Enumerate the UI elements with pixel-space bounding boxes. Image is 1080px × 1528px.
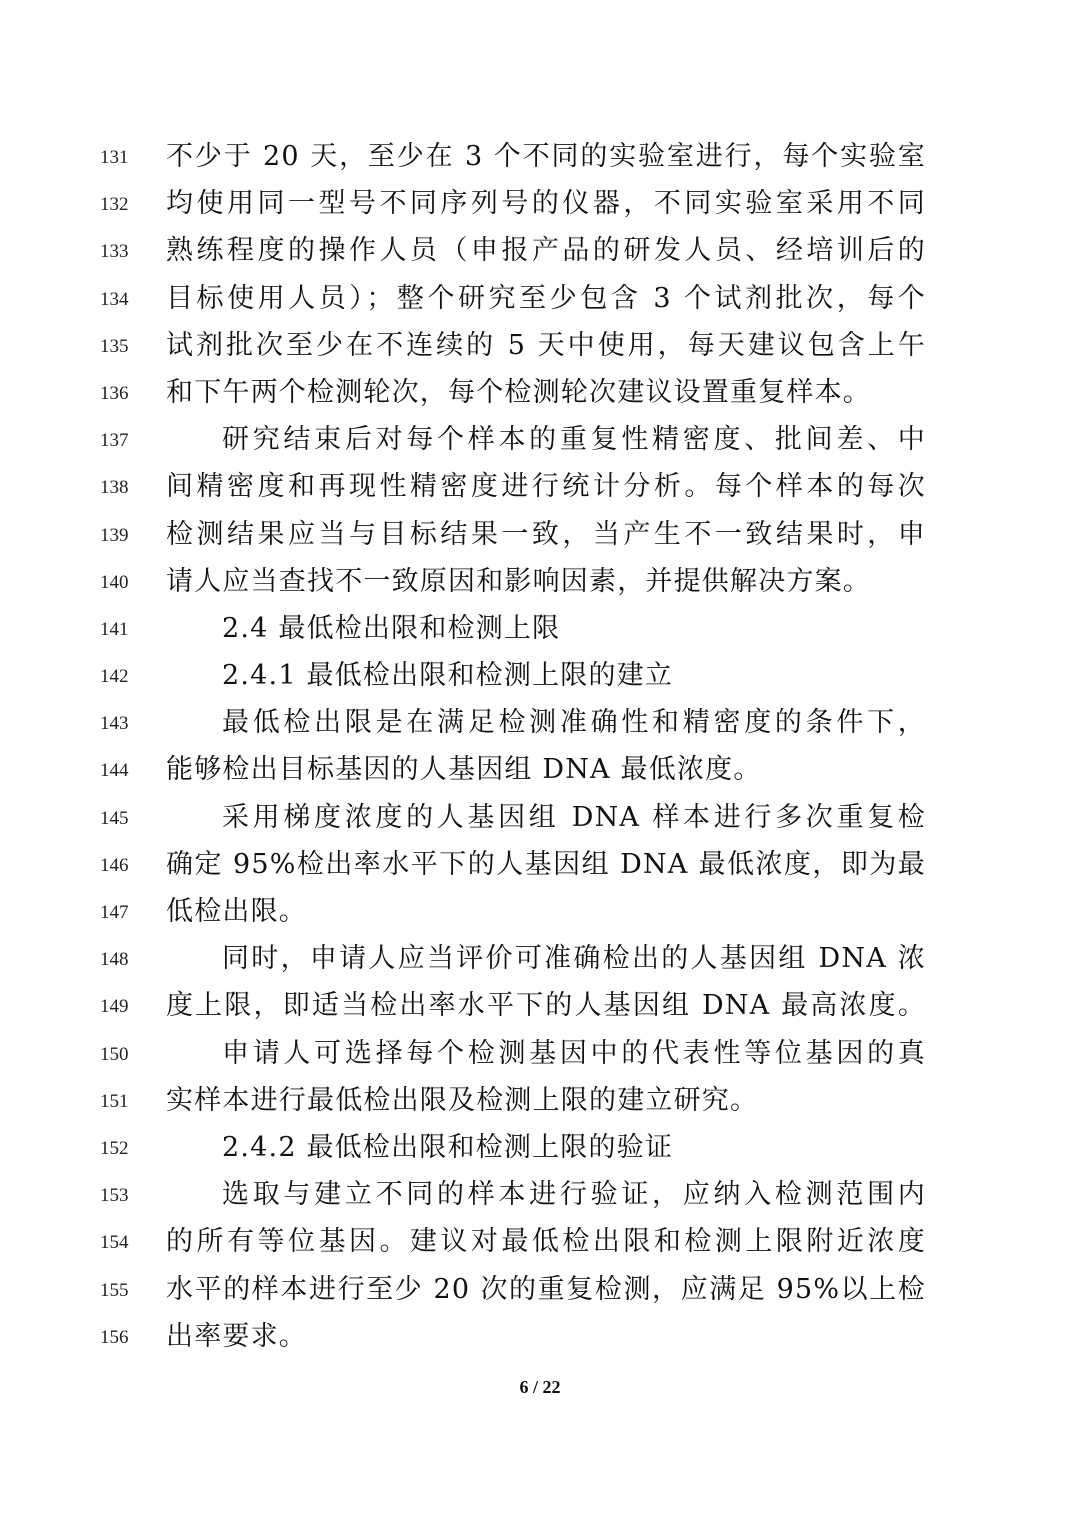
document-line — [0, 1313, 1080, 1360]
document-line — [0, 322, 1080, 369]
line-number: 132 — [100, 194, 129, 216]
line-text: 采用梯度浓度的人基因组 DNA 样本进行多次重复检 — [222, 801, 926, 833]
line-text: 申请人可选择每个检测基因中的代表性等位基因的真 — [222, 1037, 926, 1069]
line-number: 131 — [100, 147, 129, 168]
line-number: 148 — [100, 949, 129, 971]
document-line — [0, 605, 1080, 652]
line-text: 实样本进行最低检出限及检测上限的建立研究。 — [166, 1084, 759, 1116]
document-line — [0, 699, 1080, 746]
line-text: 2.4.1 最低检出限和检测上限的建立 — [222, 660, 674, 692]
document-line — [0, 1030, 1080, 1077]
line-text: 均使用同一型号不同序列号的仪器，不同实验室采用不同 — [166, 188, 926, 220]
document-line — [0, 558, 1080, 605]
document-line — [0, 180, 1080, 227]
line-number: 145 — [100, 807, 129, 829]
line-text: 水平的样本进行至少 20 次的重复检测，应满足 95%以上检 — [166, 1273, 926, 1305]
line-number: 149 — [100, 996, 129, 1018]
line-number: 153 — [100, 1185, 129, 1207]
line-text: 熟练程度的操作人员（申报产品的研发人员、经培训后的 — [166, 235, 926, 267]
line-text: 确定 95%检出率水平下的人基因组 DNA 最低浓度，即为最 — [166, 848, 926, 880]
document-line — [0, 416, 1080, 463]
document-line — [0, 794, 1080, 841]
line-text: 研究结束后对每个样本的重复性精密度、批间差、中 — [222, 424, 926, 456]
line-text: 和下午两个检测轮次，每个检测轮次建议设置重复样本。 — [166, 376, 871, 408]
line-text: 度上限，即适当检出率水平下的人基因组 DNA 最高浓度。 — [166, 990, 926, 1022]
document-line — [0, 841, 1080, 888]
line-number: 147 — [100, 902, 129, 923]
line-text: 2.4.2 最低检出限和检测上限的验证 — [222, 1131, 674, 1163]
line-number: 141 — [100, 618, 129, 640]
document-line — [0, 511, 1080, 558]
document-line — [0, 1266, 1080, 1313]
line-text: 目标使用人员）；整个研究至少包含 3 个试剂批次，每个 — [166, 282, 926, 314]
document-line — [0, 463, 1080, 510]
line-text: 试剂批次至少在不连续的 5 天中使用，每天建议包含上午 — [166, 329, 926, 361]
line-number: 133 — [100, 241, 129, 263]
page-number: 6 / 22 — [519, 1377, 561, 1397]
line-number: 151 — [100, 1090, 129, 1112]
line-number: 143 — [100, 713, 129, 735]
line-number: 134 — [100, 288, 129, 310]
line-text: 间精密度和再现性精密度进行统计分析。每个样本的每次 — [166, 471, 926, 503]
line-number: 136 — [100, 382, 129, 404]
line-text: 出率要求。 — [166, 1320, 307, 1352]
document-line — [0, 652, 1080, 699]
document-line — [0, 227, 1080, 274]
line-number: 150 — [100, 1043, 129, 1065]
line-number: 156 — [100, 1326, 129, 1348]
line-text: 选取与建立不同的样本进行验证，应纳入检测范围内 — [222, 1179, 926, 1211]
document-line — [0, 369, 1080, 416]
document-line — [0, 982, 1080, 1029]
line-number: 144 — [100, 760, 129, 782]
line-number: 139 — [100, 524, 129, 546]
document-line — [0, 1171, 1080, 1218]
document-line — [0, 746, 1080, 793]
line-number: 146 — [100, 854, 129, 876]
document-line — [0, 275, 1080, 322]
line-number: 140 — [100, 571, 129, 593]
line-text: 检测结果应当与目标结果一致，当产生不一致结果时，申 — [166, 518, 926, 550]
document-body — [0, 133, 1080, 1360]
document-line — [0, 1218, 1080, 1265]
document-line — [0, 935, 1080, 982]
line-text: 同时，申请人应当评价可准确检出的人基因组 DNA 浓 — [222, 943, 926, 975]
line-text: 不少于 20 天，至少在 3 个不同的实验室进行，每个实验室 — [166, 141, 926, 172]
document-line — [0, 1124, 1080, 1171]
line-number: 154 — [100, 1232, 129, 1254]
line-number: 135 — [100, 335, 129, 357]
line-text: 最低检出限是在满足检测准确性和精密度的条件下， — [222, 707, 926, 739]
line-text: 低检出限。 — [166, 896, 307, 927]
line-text: 2.4 最低检出限和检测上限 — [222, 612, 561, 644]
document-line — [0, 888, 1080, 935]
line-text: 的所有等位基因。建议对最低检出限和检测上限附近浓度 — [166, 1226, 926, 1258]
document-line — [0, 133, 1080, 180]
line-number: 155 — [100, 1279, 129, 1301]
line-text: 能够检出目标基因的人基因组 DNA 最低浓度。 — [166, 754, 762, 786]
line-number: 138 — [100, 477, 129, 499]
line-number: 152 — [100, 1137, 129, 1159]
document-line — [0, 1077, 1080, 1124]
line-number: 137 — [100, 430, 129, 452]
line-text: 请人应当查找不一致原因和影响因素，并提供解决方案。 — [166, 565, 871, 597]
line-number: 142 — [100, 666, 129, 688]
